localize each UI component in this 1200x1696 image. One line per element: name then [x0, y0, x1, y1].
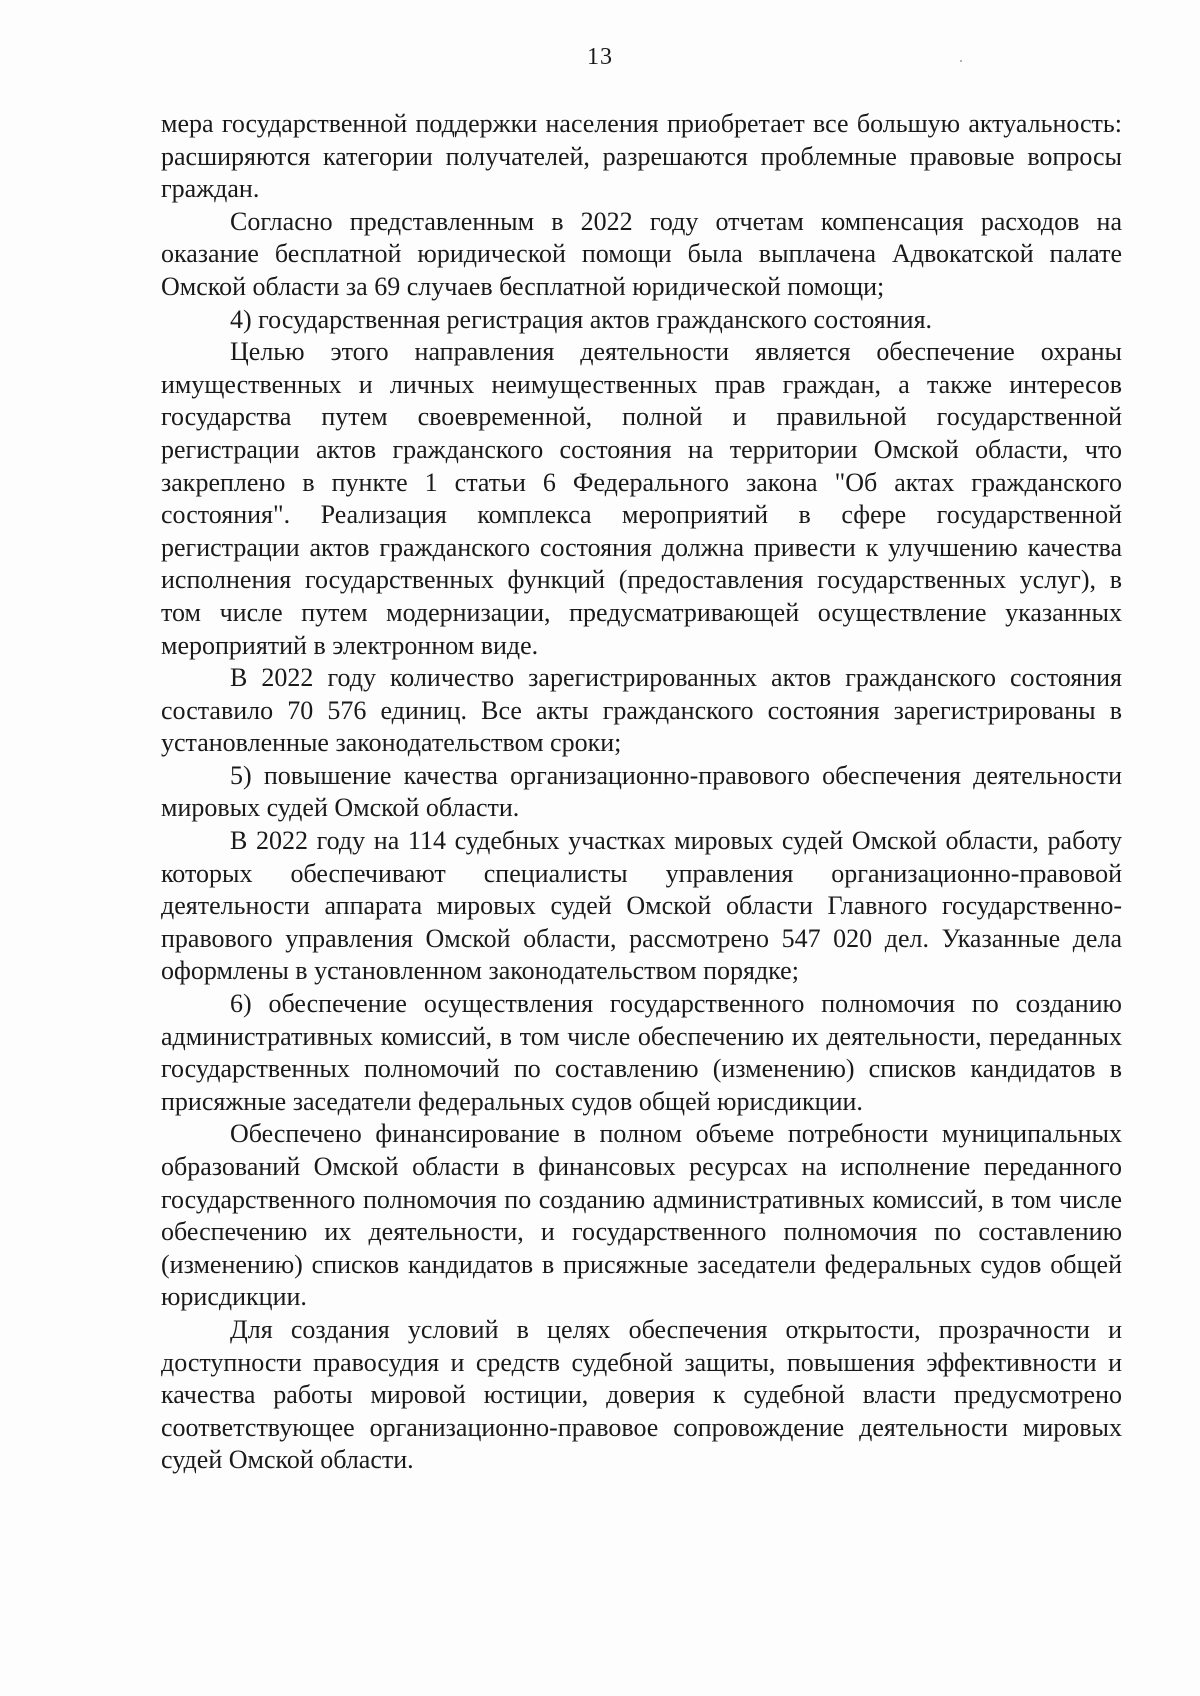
paragraph-civil-registration-goal: Целью этого направления деятельности является обеспечение охраны имущественных и личных неимущественных прав граждан, а также интересов государства путем своевременной, полной и правильной государственной регистрации актов гражданского состояния на территории Омской области, что закреплено в пункте 1 статьи 6 Федерального закона "Об актах гражданского состояния". Реализация комплекса мероприятий в сфере государственной регистрации актов гражданского состояния должна привести к улучшению качества исполнения государственных функций (предоставления государственных услуг), в том числе путем модернизации, предусматривающей осуществление указанных мероприятий в электронном виде.	[161, 337, 1122, 660]
paragraph-item-5-heading: 5) повышение качества организационно-правового обеспечения деятельности мировых судей Омской области.	[161, 760, 1122, 823]
document-body	[161, 108, 1122, 1477]
paragraph-item-6-heading: 6) обеспечение осуществления государственного полномочия по созданию административных комиссий, в том числе обеспечению их деятельности, переданных государственных полномочий по составлению (изменению) списков кандидатов в присяжные заседатели федеральных судов общей юрисдикции.	[161, 989, 1122, 1116]
page-number: 13	[587, 44, 613, 70]
paragraph-financing: Обеспечено финансирование в полном объеме потребности муниципальных образований Омской области в финансовых ресурсах на исполнение переданного государственного полномочия по созданию административных комиссий, в том числе обеспечению их деятельности, и государственного полномочия по составлению (изменению) списков кандидатов в присяжные заседатели федеральных судов общей юрисдикции.	[161, 1119, 1122, 1312]
paragraph-legal-aid-compensation: Согласно представленным в 2022 году отчетам компенсация расходов на оказание бесплатной юридической помощи была выплачена Адвокатской палате Омской области за 69 случаев бесплатной юридической помощи;	[161, 206, 1122, 301]
paragraph-item-4-heading: 4) государственная регистрация актов гражданского состояния.	[230, 304, 933, 334]
paragraph-civil-registration-count: В 2022 году количество зарегистрированных актов гражданского состояния составило 70 576 единиц. Все акты гражданского состояния зарегистрированы в установленные законодательством сроки;	[161, 663, 1122, 758]
paragraph-continuation: мера государственной поддержки населения приобретает все большую актуальность: расширяются категории получателей, разрешаются проблемные правовые вопросы граждан.	[161, 109, 1122, 204]
scan-artifact-dot	[960, 60, 962, 62]
paragraph-court-cases: В 2022 году на 114 судебных участках мировых судей Омской области, работу которых обеспечивают специалисты управления организационно-правовой деятельности аппарата мировых судей Омской области Главного государственно-правового управления Омской области, рассмотрено 547 020 дел. Указанные дела оформлены в установленном законодательством порядке;	[161, 826, 1122, 986]
paragraph-justice-openness: Для создания условий в целях обеспечения открытости, прозрачности и доступности правосудия и средств судебной защиты, повышения эффективности и качества работы мировой юстиции, доверия к судебной власти предусмотрено соответствующее организационно-правовое сопровождение деятельности мировых судей Омской области.	[161, 1314, 1122, 1475]
